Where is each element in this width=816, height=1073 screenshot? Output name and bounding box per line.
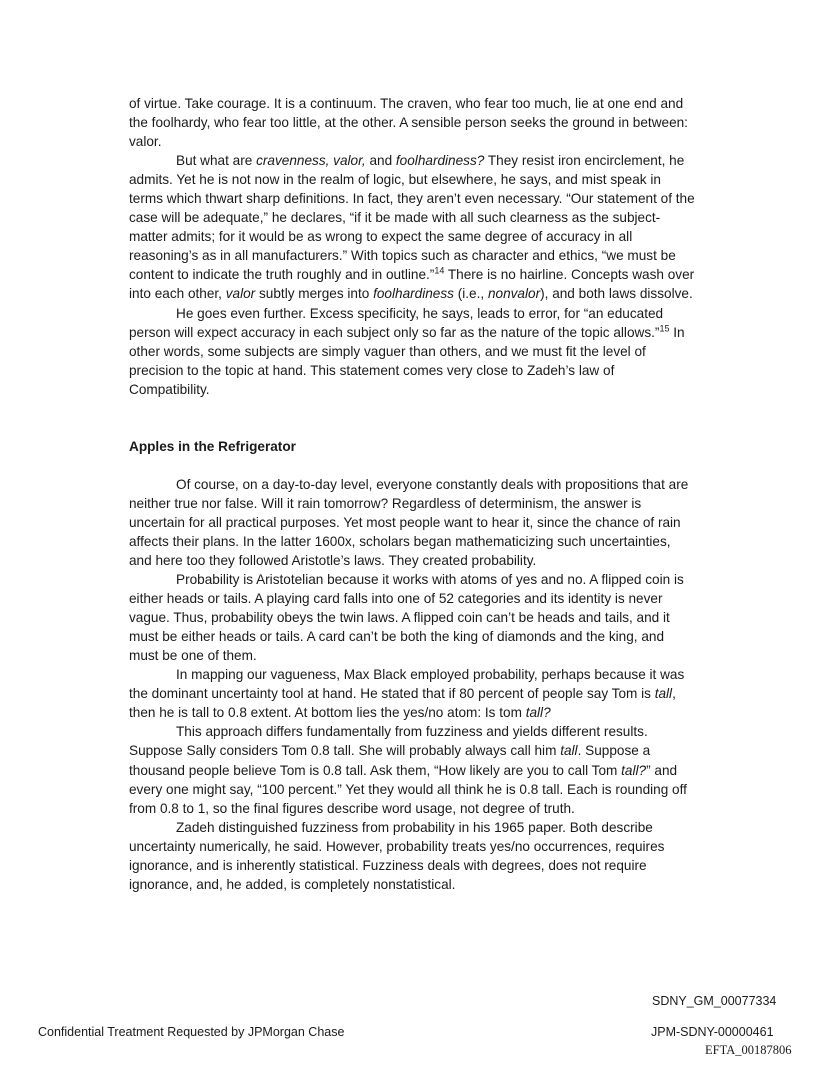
paragraph-5: Probability is Aristotelian because it works with atoms of yes and no. A flipped coin is either heads or tails. A playing card falls into one of 52 categories and its identity is never vague. Thus, probability obeys the twin laws. A flipped coin can’t be heads and tails, and it must be either heads or tails. A card can’t be both the king of diamonds and the king, and must be one of them. [129, 572, 684, 664]
paragraph-7: This approach differs fundamentally from fuzziness and yields different results. Suppose Sally considers Tom 0.8 tall. She will probably always call him tall. Suppose a thousand people believe Tom is 0.8 tall. Ask them, “How likely are you to call Tom tall?” and every one might say, “100 percent.” Yet they would all think he is 0.8 tall. Each is rounding off from 0.8 to 1, so the final figures describe word usage, not degree of truth. [129, 724, 687, 816]
section-heading: Apples in the Refrigerator [129, 438, 296, 454]
paragraph-8: Zadeh distinguished fuzziness from probability in his 1965 paper. Both describe uncertainty numerically, he said. However, probability treats yes/no occurrences, requires ignorance, and is inherently statistical. Fuzziness deals with degrees, does not require ignorance, and, he added, is completely nonstatistical. [129, 819, 665, 892]
paragraph-1: of virtue. Take courage. It is a continuum. The craven, who fear too much, lie at one end and the foolhardy, who fear too little, at the other. A sensible person seeks the ground in between: valor. [129, 96, 688, 150]
jpm-bates-number: JPM-SDNY-00000461 [651, 1025, 774, 1039]
paragraph-6: In mapping our vagueness, Max Black employed probability, perhaps because it was the dominant uncertainty tool at hand. He stated that if 80 percent of people say Tom is tall, then he is tall to 0.8 extent. At bottom lies the yes/no atom: Is tom tall? [129, 667, 685, 721]
efta-bates-number: EFTA_00187806 [705, 1043, 792, 1057]
footnote-ref-15: 15 [659, 323, 670, 334]
paragraph-3: He goes even further. Excess specificity, he says, leads to error, for “an educated person will expect accuracy in each subject only so far as the nature of the topic allows.”$^{15}$ In other words, some subjects are simply vaguer than others, and we must fit the level of precision to the topic at hand. This statement comes very close to Zadeh’s law of Compatibility. [129, 305, 685, 397]
paragraph-2: But what are cravenness, valor, and foolhardiness? They resist iron encirclement, he admits. Yet he is not now in the realm of logic, but elsewhere, he says, and mist speak in terms which thwart sharp definitions. In fact, they aren’t even necessary. “Our statement of the case will be adequate,” he declares, “if it be made with all such clearness as the subject-matter admits; for it would be as wrong to expect the same degree of accuracy in all reasoning’s as in all manufacturers.” With topics such as character and ethics, “we must be content to indicate the truth roughly and in outline.”$^{14}$ There is no hairline. Concepts wash over into each other, valor subtly merges into foolhardiness (i.e., nonvalor), and both laws dissolve. [129, 153, 695, 302]
document-body [129, 94, 695, 894]
confidential-notice: Confidential Treatment Requested by JPMorgan Chase [38, 1025, 345, 1039]
sdny-bates-number: SDNY_GM_00077334 [652, 994, 777, 1008]
footnote-ref-14: 14 [434, 265, 445, 276]
paragraph-4: Of course, on a day-to-day level, everyone constantly deals with propositions that are neither true nor false. Will it rain tomorrow? Regardless of determinism, the answer is uncertain for all practical purposes. Yet most people want to hear it, since the chance of rain affects their plans. In the latter 1600x, scholars began mathematicizing such uncertainties, and here too they followed Aristotle’s laws. They created probability. [129, 476, 689, 568]
